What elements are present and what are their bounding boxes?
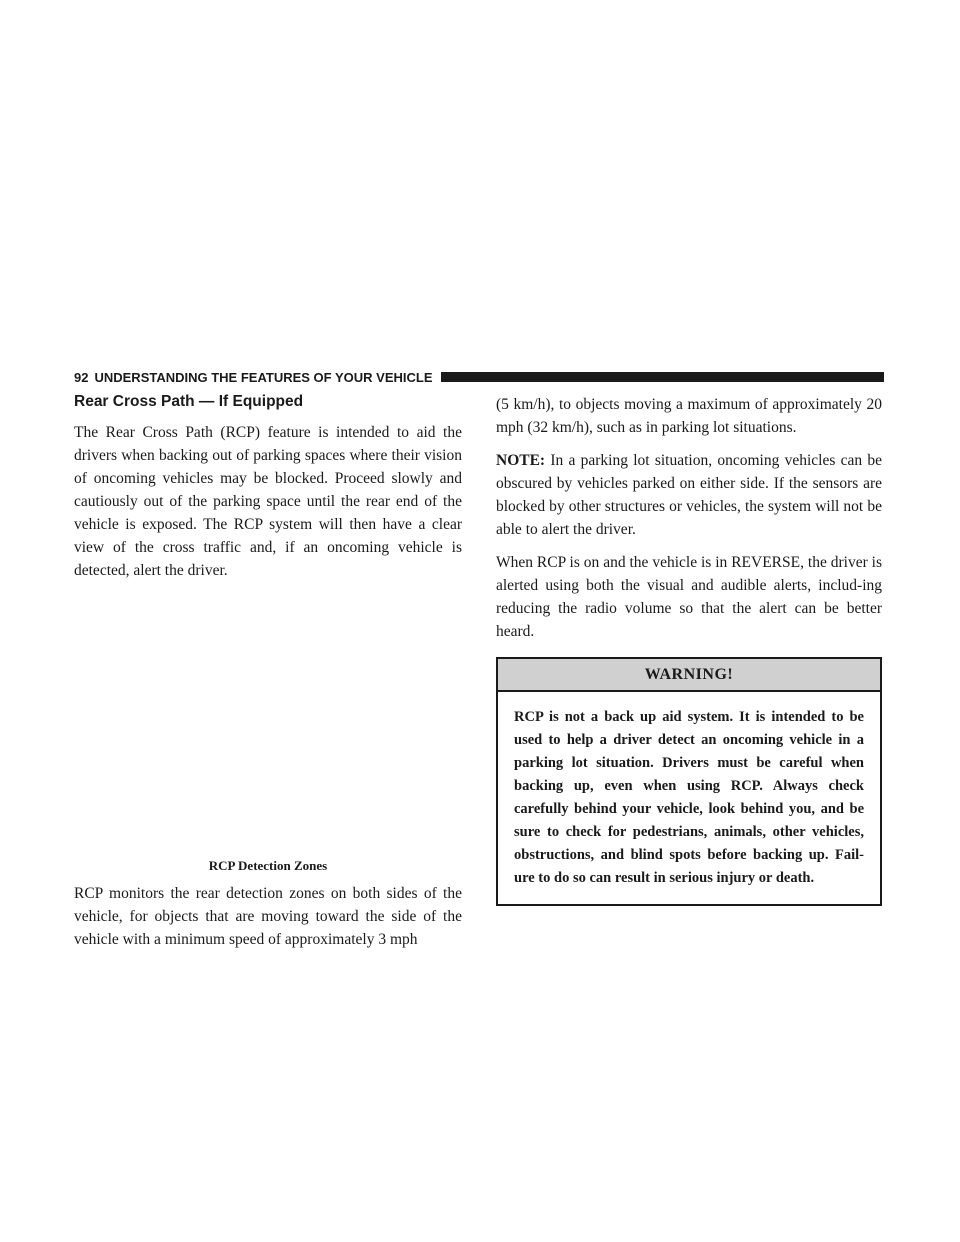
right-column [496, 393, 882, 906]
chapter-title: UNDERSTANDING THE FEATURES OF YOUR VEHICLE [94, 369, 433, 385]
monitor-paragraph: RCP monitors the rear detection zones on both sides of the vehicle, for objects that are moving toward the side of the vehicle with a minimum speed of approximately 3 mph [74, 885, 462, 948]
rcp-detection-zones-figure [74, 592, 462, 858]
page-header [74, 368, 884, 386]
continuation-paragraph: (5 km/h), to objects moving a maximum of approximately 20 mph (32 km/h), such as in parking lot situations. [496, 396, 882, 436]
page-number: 92 [74, 369, 89, 385]
note-label: NOTE: [496, 452, 546, 469]
warning-text: RCP is not a back up aid system. It is intended to be used to help a driver detect an oncoming vehicle in a parking lot situation. Drivers must be careful when backing up, even when using RCP. Always check carefully behind your vehicle, look behind you, and be sure to check for pedestrians, animals, other vehicles, obstructions, and blind spots before backing up. Fail-ure to do so can result in serious injury or death. [514, 709, 864, 886]
warning-box [496, 657, 882, 906]
reverse-paragraph: When RCP is on and the vehicle is in REVERSE, the driver is alerted using both the visual and audible alerts, includ-ing reducing the radio volume so that the alert can be better heard. [496, 554, 882, 640]
intro-paragraph: The Rear Cross Path (RCP) feature is intended to aid the drivers when backing out of parking spaces where their vision of oncoming vehicles may be blocked. Proceed slowly and cautiously out of the parking space until the rear end of the vehicle is exposed. The RCP system will then have a clear view of the cross traffic and, if an oncoming vehicle is detected, alert the driver. [74, 424, 462, 579]
header-rule [441, 372, 885, 382]
warning-title: WARNING! [498, 659, 880, 692]
left-column [74, 393, 462, 961]
figure-caption: RCP Detection Zones [208, 858, 328, 873]
section-title: Rear Cross Path — If Equipped [74, 393, 304, 410]
note-text: In a parking lot situation, oncoming vehicles can be obscured by vehicles parked on either side. If the sensors are blocked by other structures or vehicles, the system will not be able to alert the driver. [496, 452, 882, 538]
note-paragraph [496, 449, 882, 541]
